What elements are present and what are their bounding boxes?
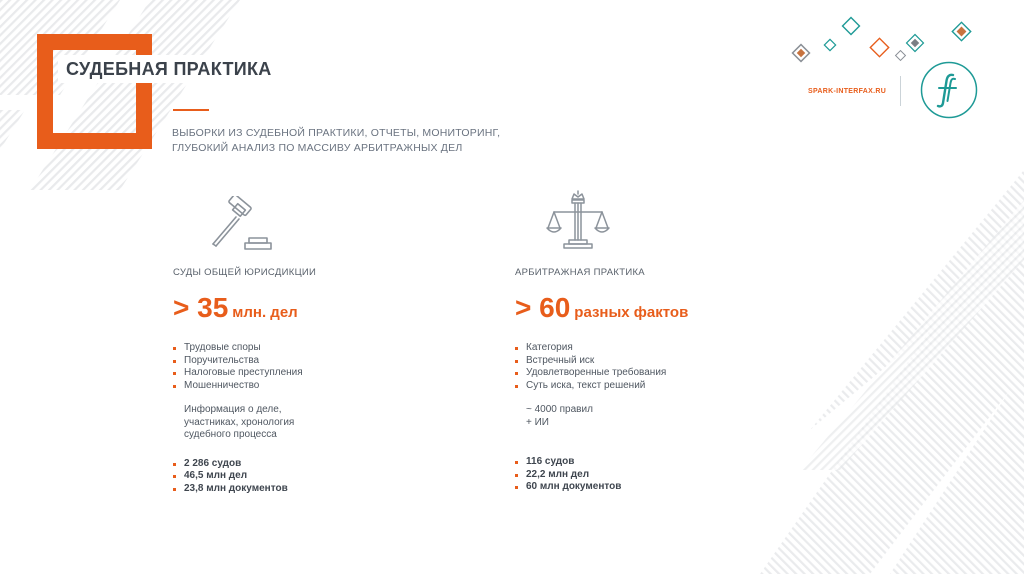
big-stat-number: > 35 xyxy=(173,292,229,323)
arbitration-column xyxy=(515,266,815,494)
list-item: 60 млн документов xyxy=(515,481,815,494)
spark-f-logo-icon xyxy=(920,61,978,119)
subtitle-line-1: ВЫБОРКИ ИЗ СУДЕБНОЙ ПРАКТИКИ, ОТЧЕТЫ, МОНИТОРИНГ, xyxy=(172,127,501,139)
site-link[interactable]: SPARK-INTERFAX.RU xyxy=(808,88,887,95)
stats-list xyxy=(515,456,815,494)
vertical-divider xyxy=(900,76,901,106)
big-stat-number: > 60 xyxy=(515,292,571,323)
orange-frame-decoration xyxy=(37,34,152,149)
big-stat xyxy=(173,290,473,326)
title-box xyxy=(58,55,280,83)
list-item: Мошенничество xyxy=(173,380,473,393)
info-note: ~ 4000 правил + ИИ xyxy=(526,404,593,428)
column-heading: СУДЫ ОБЩЕЙ ЮРИСДИКЦИИ xyxy=(173,267,317,278)
general-courts-column xyxy=(173,266,473,495)
column-heading: АРБИТРАЖНАЯ ПРАКТИКА xyxy=(515,267,645,278)
list-item: 116 судов xyxy=(515,456,815,469)
info-note: Информация о деле, участниках, хронология судебного процесса xyxy=(184,404,295,440)
list-item: 46,5 млн дел xyxy=(173,470,473,483)
list-item: 22,2 млн дел xyxy=(515,469,815,482)
stats-list xyxy=(173,458,473,496)
diamond-icon xyxy=(843,18,860,35)
diamond-icon xyxy=(952,22,970,40)
list-item: Категория xyxy=(515,342,815,355)
big-stat-unit: разных фактов xyxy=(574,304,689,321)
list-item: 2 286 судов xyxy=(173,458,473,471)
list-item: Суть иска, текст решений xyxy=(515,380,815,393)
diamond-icon xyxy=(896,51,906,61)
list-item: Трудовые споры xyxy=(173,342,473,355)
category-list xyxy=(173,342,473,392)
list-item: Удовлетворенные требования xyxy=(515,367,815,380)
list-item: Встречный иск xyxy=(515,355,815,368)
gavel-icon xyxy=(205,196,275,256)
list-item: Налоговые преступления xyxy=(173,367,473,380)
subtitle-line-2: ГЛУБОКИЙ АНАЛИЗ ПО МАССИВУ АРБИТРАЖНЫХ ДЕЛ xyxy=(172,142,463,154)
orange-dash-divider xyxy=(173,109,209,111)
page-title: СУДЕБНАЯ ПРАКТИКА xyxy=(66,59,272,79)
diamond-icon xyxy=(793,45,810,62)
diamond-icon xyxy=(907,35,924,52)
list-item: Поручительства xyxy=(173,355,473,368)
diamond-icon xyxy=(870,38,888,56)
page-subtitle xyxy=(172,126,532,156)
big-stat-unit: млн. дел xyxy=(232,304,298,321)
category-list xyxy=(515,342,815,392)
big-stat xyxy=(515,290,815,326)
list-item: 23,8 млн документов xyxy=(173,483,473,496)
diamond-icon xyxy=(824,39,835,50)
scales-icon xyxy=(544,190,612,254)
